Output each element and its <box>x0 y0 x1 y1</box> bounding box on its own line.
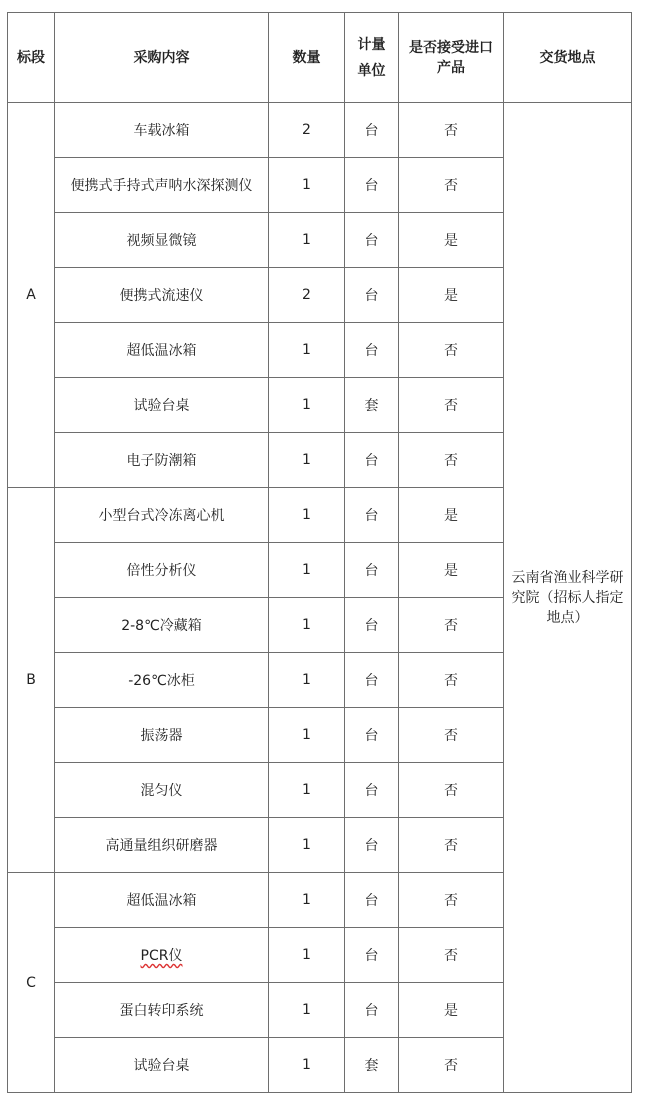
item-quantity <box>269 378 345 433</box>
item-name <box>55 433 269 488</box>
item-import <box>399 818 504 873</box>
item-quantity <box>269 433 345 488</box>
item-quantity-text: 2 <box>302 122 311 138</box>
item-name <box>55 323 269 378</box>
item-name-text: 试验台桌 <box>133 1058 190 1074</box>
item-name <box>55 158 269 213</box>
item-quantity <box>269 763 345 818</box>
item-import <box>399 378 504 433</box>
item-name <box>55 213 269 268</box>
item-unit <box>345 323 399 378</box>
item-name-text: 混匀仪 <box>140 783 183 799</box>
item-quantity-text: 1 <box>302 1057 311 1073</box>
item-quantity <box>269 543 345 598</box>
item-quantity-text: 1 <box>302 617 311 633</box>
item-import <box>399 488 504 543</box>
item-import-text: 是 <box>444 233 458 249</box>
item-import <box>399 433 504 488</box>
item-unit <box>345 268 399 323</box>
item-unit-text: 台 <box>364 343 379 359</box>
item-import-text: 否 <box>444 838 458 854</box>
item-import <box>399 708 504 763</box>
item-name-text: -26℃冰柜 <box>128 673 195 689</box>
item-quantity <box>269 158 345 213</box>
item-unit-text: 台 <box>364 618 379 634</box>
item-unit <box>345 103 399 158</box>
header-import-line-1: 是否接受进口 <box>409 39 493 56</box>
item-import-text: 否 <box>444 728 458 744</box>
item-name-text: 振荡器 <box>140 728 183 744</box>
item-unit-text: 台 <box>364 893 379 909</box>
item-name <box>55 1038 269 1093</box>
header-row <box>8 13 632 103</box>
item-quantity-text: 1 <box>302 342 311 358</box>
item-quantity-text: 2 <box>302 287 311 303</box>
item-name <box>55 763 269 818</box>
item-quantity-text: 1 <box>302 1002 311 1018</box>
item-quantity <box>269 213 345 268</box>
item-unit-text: 台 <box>364 783 379 799</box>
item-unit <box>345 873 399 928</box>
item-name-text: 蛋白转印系统 <box>119 1003 204 1019</box>
item-name <box>55 928 269 983</box>
item-import-text: 否 <box>444 453 458 469</box>
item-name <box>55 268 269 323</box>
item-quantity <box>269 818 345 873</box>
header-import-line-2: 产品 <box>437 59 465 76</box>
item-import-text: 否 <box>444 948 458 964</box>
item-name-text: 高通量组织研磨器 <box>105 838 218 854</box>
item-unit <box>345 378 399 433</box>
item-quantity-text: 1 <box>302 177 311 193</box>
header-unit-line-1: 计量 <box>357 36 386 53</box>
item-import <box>399 653 504 708</box>
item-unit-text: 台 <box>364 508 379 524</box>
item-unit-text: 套 <box>364 398 379 414</box>
item-name <box>55 873 269 928</box>
item-name <box>55 983 269 1038</box>
item-name-text: 超低温冰箱 <box>126 893 197 909</box>
item-unit <box>345 488 399 543</box>
item-name-text: 倍性分析仪 <box>126 563 197 579</box>
item-name-text: 电子防潮箱 <box>126 453 197 469</box>
section-label: C <box>8 873 55 1093</box>
item-name-text: 超低温冰箱 <box>126 343 197 359</box>
item-name-text: 便携式流速仪 <box>119 288 204 304</box>
delivery-place: 云南省渔业科学研究院（招标人指定地点） <box>504 103 632 1093</box>
item-name <box>55 488 269 543</box>
header-unit-line-2: 单位 <box>357 62 386 79</box>
item-name-text: 视频显微镜 <box>126 233 197 249</box>
item-quantity <box>269 928 345 983</box>
item-import <box>399 268 504 323</box>
item-import-text: 否 <box>444 1058 458 1074</box>
item-quantity <box>269 1038 345 1093</box>
item-quantity-text: 1 <box>302 672 311 688</box>
item-import <box>399 928 504 983</box>
item-import-text: 是 <box>444 563 458 579</box>
item-quantity-text: 1 <box>302 782 311 798</box>
item-quantity-text: 1 <box>302 452 311 468</box>
item-quantity <box>269 268 345 323</box>
item-quantity-text: 1 <box>302 837 311 853</box>
item-unit-text: 台 <box>364 453 379 469</box>
item-unit-text: 台 <box>364 178 379 194</box>
item-name <box>55 598 269 653</box>
table-row <box>8 103 632 158</box>
item-unit <box>345 928 399 983</box>
item-name <box>55 543 269 598</box>
item-unit <box>345 818 399 873</box>
header-content: 采购内容 <box>55 13 269 103</box>
item-unit <box>345 763 399 818</box>
item-unit <box>345 708 399 763</box>
item-quantity <box>269 323 345 378</box>
header-import <box>399 13 504 103</box>
header-quantity: 数量 <box>269 13 345 103</box>
item-import <box>399 983 504 1038</box>
item-unit <box>345 983 399 1038</box>
item-unit-text: 台 <box>364 1003 379 1019</box>
item-quantity <box>269 488 345 543</box>
item-unit-text: 台 <box>364 123 379 139</box>
item-quantity-text: 1 <box>302 727 311 743</box>
item-import-text: 否 <box>444 123 458 139</box>
item-quantity-text: 1 <box>302 947 311 963</box>
item-quantity <box>269 598 345 653</box>
item-quantity <box>269 983 345 1038</box>
table-body <box>8 13 632 1093</box>
item-name-text: 试验台桌 <box>133 398 190 414</box>
item-name <box>55 818 269 873</box>
procurement-table <box>7 12 632 1093</box>
item-unit <box>345 598 399 653</box>
item-import-text: 否 <box>444 398 458 414</box>
item-unit-text: 台 <box>364 673 379 689</box>
item-import-text: 否 <box>444 783 458 799</box>
item-import-text: 否 <box>444 618 458 634</box>
item-import <box>399 323 504 378</box>
header-delivery: 交货地点 <box>504 13 632 103</box>
item-import-text: 否 <box>444 343 458 359</box>
item-unit-text: 台 <box>364 288 379 304</box>
item-import-text: 否 <box>444 893 458 909</box>
item-import-text: 否 <box>444 673 458 689</box>
item-unit-text: 台 <box>364 948 379 964</box>
section-label: A <box>8 103 55 488</box>
item-unit <box>345 213 399 268</box>
item-name <box>55 653 269 708</box>
item-name <box>55 103 269 158</box>
item-unit <box>345 543 399 598</box>
item-name <box>55 708 269 763</box>
item-name-text: 2-8℃冷藏箱 <box>121 618 202 634</box>
item-unit-text: 台 <box>364 728 379 744</box>
item-import-text: 是 <box>444 508 458 524</box>
item-import <box>399 1038 504 1093</box>
item-quantity-text: 1 <box>302 397 311 413</box>
item-name-text: 小型台式冷冻离心机 <box>98 508 225 524</box>
item-quantity <box>269 873 345 928</box>
item-quantity <box>269 653 345 708</box>
item-name-text: 便携式手持式声呐水深探测仪 <box>70 178 253 194</box>
item-quantity-text: 1 <box>302 507 311 523</box>
item-import <box>399 543 504 598</box>
item-name-text: 车载冰箱 <box>133 123 190 139</box>
item-quantity <box>269 103 345 158</box>
item-import-text: 是 <box>444 1003 458 1019</box>
item-import-text: 是 <box>444 288 458 304</box>
section-label: B <box>8 488 55 873</box>
item-import <box>399 158 504 213</box>
item-quantity-text: 1 <box>302 232 311 248</box>
item-import <box>399 763 504 818</box>
item-import <box>399 103 504 158</box>
item-unit-text: 台 <box>364 233 379 249</box>
item-name <box>55 378 269 433</box>
header-unit <box>345 13 399 103</box>
header-section: 标段 <box>8 13 55 103</box>
item-unit-text: 台 <box>364 563 379 579</box>
item-import <box>399 598 504 653</box>
item-unit <box>345 653 399 708</box>
item-unit-text: 台 <box>364 838 379 854</box>
item-name-text: PCR仪 <box>140 948 183 964</box>
item-quantity <box>269 708 345 763</box>
item-import <box>399 213 504 268</box>
item-import-text: 否 <box>444 178 458 194</box>
item-quantity-text: 1 <box>302 892 311 908</box>
item-unit-text: 套 <box>364 1058 379 1074</box>
item-unit <box>345 158 399 213</box>
item-unit <box>345 1038 399 1093</box>
item-quantity-text: 1 <box>302 562 311 578</box>
item-unit <box>345 433 399 488</box>
item-import <box>399 873 504 928</box>
